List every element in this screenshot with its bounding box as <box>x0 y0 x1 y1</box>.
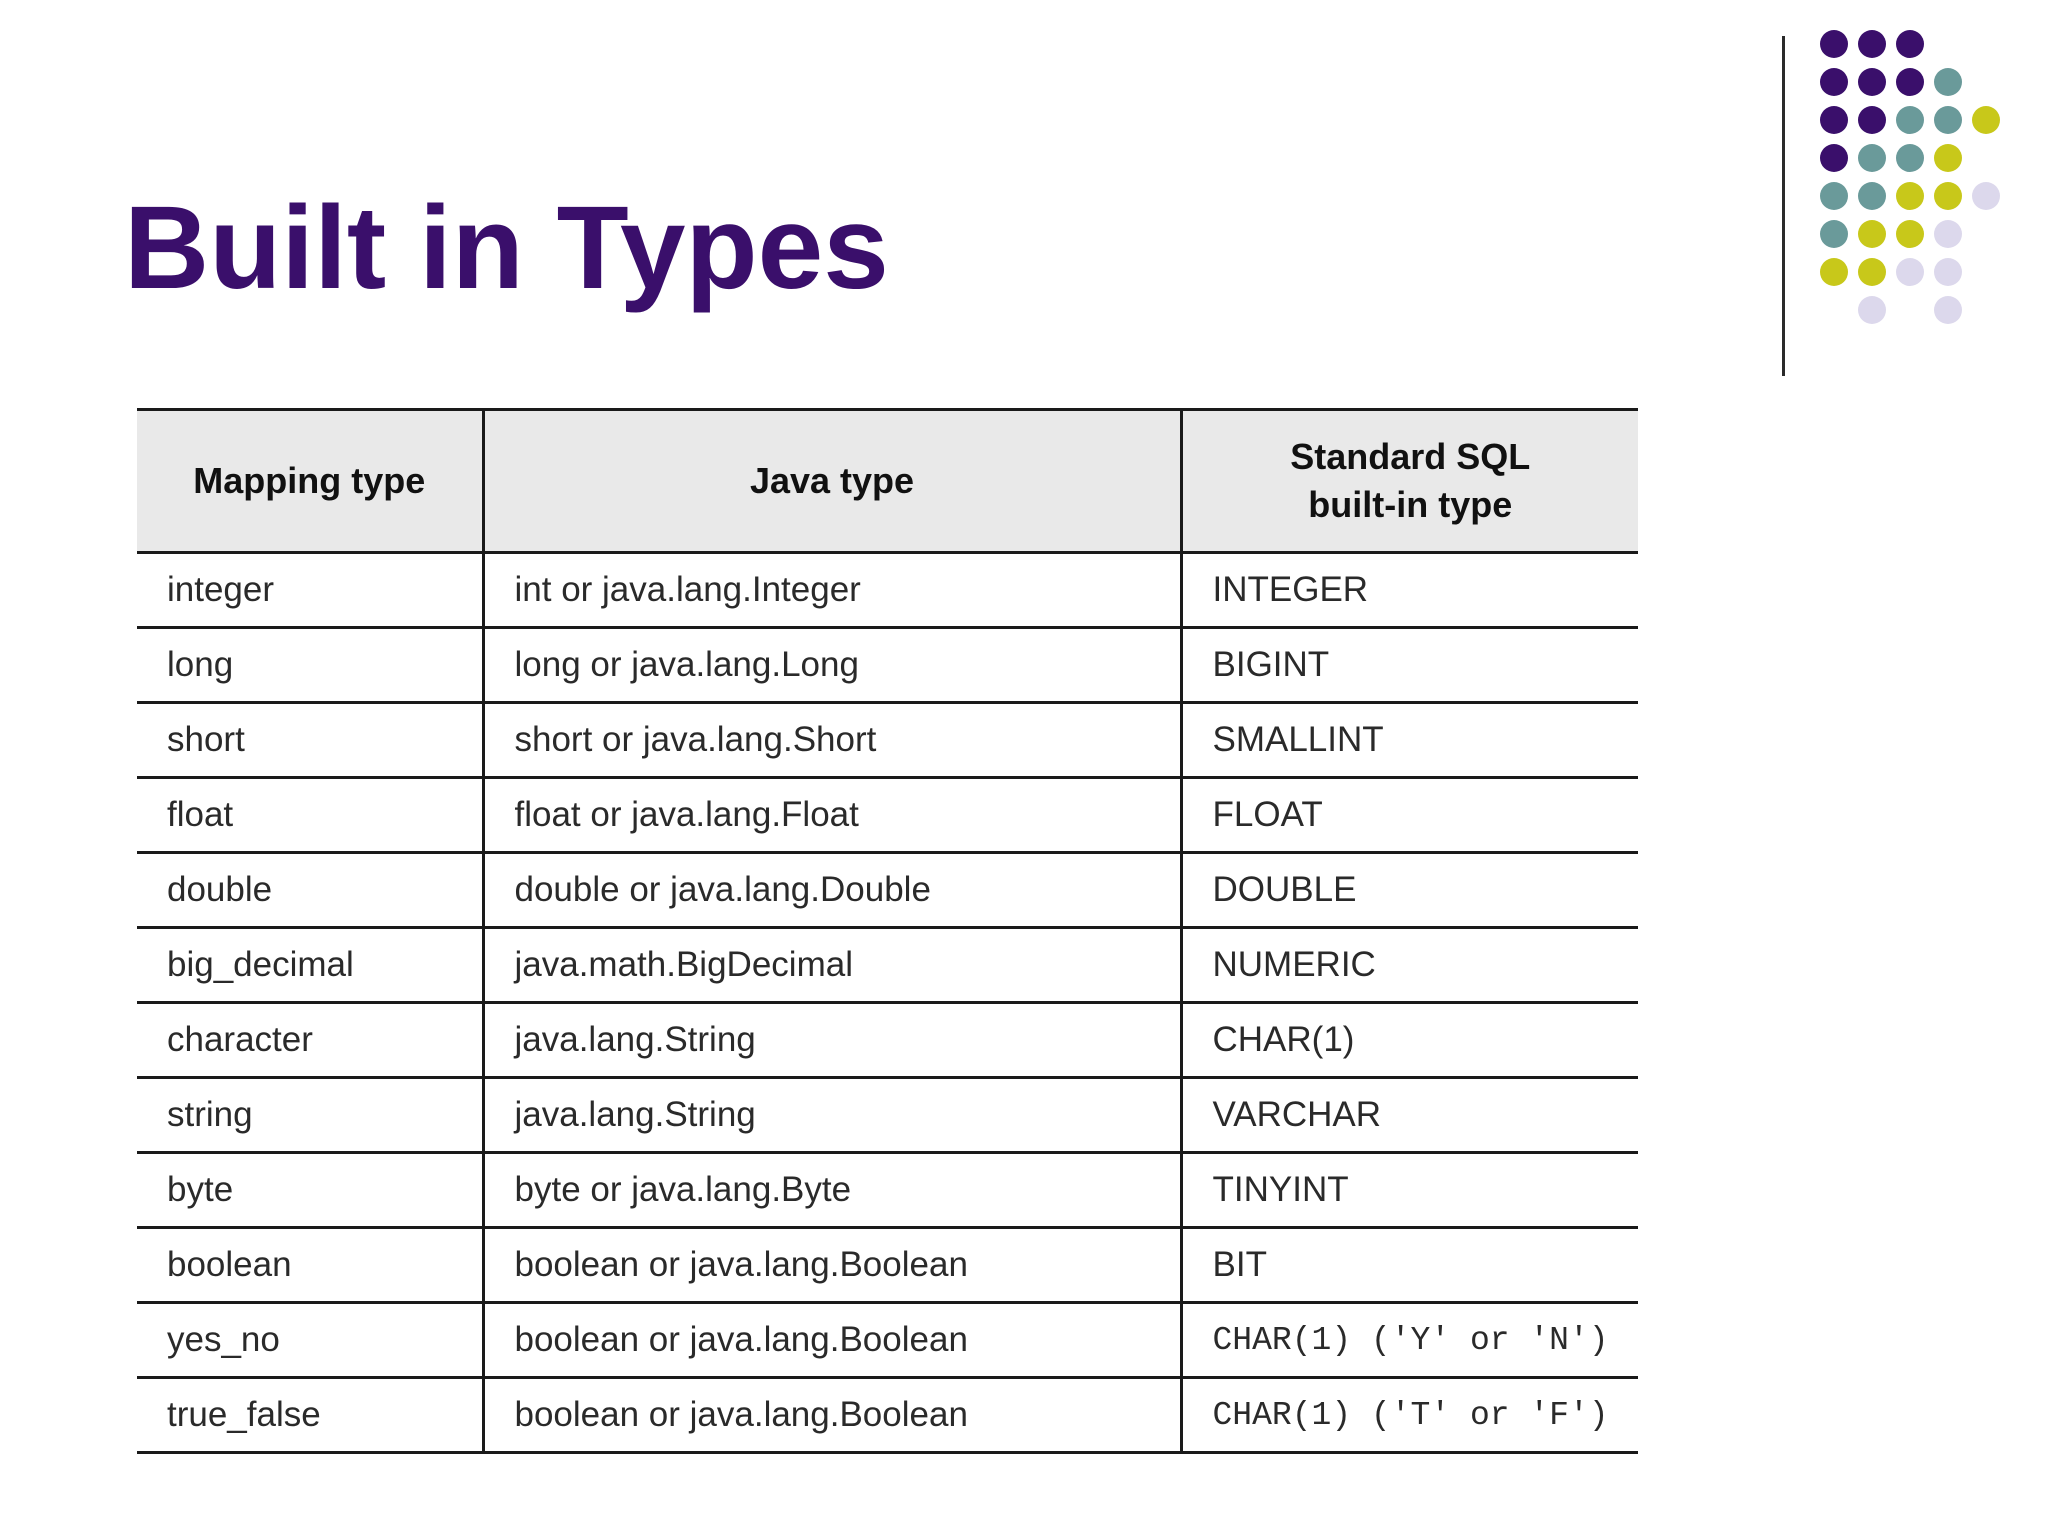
cell-sql-type: NUMERIC <box>1181 928 1638 1003</box>
table-body <box>137 553 1638 1453</box>
table-row <box>137 628 1638 703</box>
decorative-dot <box>1934 258 1962 286</box>
cell-sql-type: DOUBLE <box>1181 853 1638 928</box>
slide-title: Built in Types <box>124 182 889 314</box>
cell-sql-type: SMALLINT <box>1181 703 1638 778</box>
table-row <box>137 553 1638 628</box>
cell-mapping-type: true_false <box>137 1378 483 1453</box>
decorative-dot <box>1858 144 1886 172</box>
decorative-dot <box>1820 258 1848 286</box>
cell-sql-type: BIGINT <box>1181 628 1638 703</box>
cell-sql-type: TINYINT <box>1181 1153 1638 1228</box>
decorative-dot <box>1934 220 1962 248</box>
decorative-dot <box>1934 144 1962 172</box>
decorative-dot <box>1896 258 1924 286</box>
cell-mapping-type: boolean <box>137 1228 483 1303</box>
title-divider-line <box>1782 36 1785 376</box>
decorative-dot <box>1858 182 1886 210</box>
cell-java-type: java.lang.String <box>483 1078 1181 1153</box>
decorative-dot <box>1858 258 1886 286</box>
decorative-dot-grid <box>1820 30 2048 340</box>
table-row <box>137 1303 1638 1378</box>
decorative-dot <box>1934 296 1962 324</box>
cell-sql-type: CHAR(1) ('Y' or 'N') <box>1181 1303 1638 1378</box>
cell-sql-type: CHAR(1) <box>1181 1003 1638 1078</box>
decorative-dot <box>1858 68 1886 96</box>
cell-mapping-type: yes_no <box>137 1303 483 1378</box>
cell-mapping-type: character <box>137 1003 483 1078</box>
table-row <box>137 703 1638 778</box>
cell-mapping-type: string <box>137 1078 483 1153</box>
cell-java-type: java.math.BigDecimal <box>483 928 1181 1003</box>
table-row <box>137 1378 1638 1453</box>
decorative-dot <box>1820 106 1848 134</box>
cell-java-type: short or java.lang.Short <box>483 703 1181 778</box>
decorative-dot <box>1896 144 1924 172</box>
cell-java-type: boolean or java.lang.Boolean <box>483 1378 1181 1453</box>
cell-sql-type: INTEGER <box>1181 553 1638 628</box>
cell-sql-type: FLOAT <box>1181 778 1638 853</box>
table-row <box>137 1078 1638 1153</box>
cell-mapping-type: double <box>137 853 483 928</box>
cell-sql-type: VARCHAR <box>1181 1078 1638 1153</box>
cell-java-type: long or java.lang.Long <box>483 628 1181 703</box>
decorative-dot <box>1820 182 1848 210</box>
table-row <box>137 1153 1638 1228</box>
cell-mapping-type: byte <box>137 1153 483 1228</box>
cell-java-type: java.lang.String <box>483 1003 1181 1078</box>
types-table-container <box>137 408 1638 1454</box>
decorative-dot <box>1896 68 1924 96</box>
decorative-dot <box>1934 106 1962 134</box>
decorative-dot <box>1858 220 1886 248</box>
cell-sql-type: CHAR(1) ('T' or 'F') <box>1181 1378 1638 1453</box>
decorative-dot <box>1820 68 1848 96</box>
decorative-dot <box>1934 68 1962 96</box>
table-row <box>137 778 1638 853</box>
cell-mapping-type: integer <box>137 553 483 628</box>
table-row <box>137 928 1638 1003</box>
header-sql-type <box>1181 410 1638 553</box>
cell-java-type: float or java.lang.Float <box>483 778 1181 853</box>
decorative-dot <box>1972 182 2000 210</box>
table-row <box>137 1228 1638 1303</box>
cell-java-type: boolean or java.lang.Boolean <box>483 1228 1181 1303</box>
decorative-dot <box>1896 220 1924 248</box>
header-mapping-type: Mapping type <box>137 410 483 553</box>
cell-mapping-type: long <box>137 628 483 703</box>
decorative-dot <box>1858 296 1886 324</box>
header-sql-type-label: Standard SQL built-in type <box>1290 436 1531 525</box>
decorative-dot <box>1820 30 1848 58</box>
cell-mapping-type: float <box>137 778 483 853</box>
cell-java-type: boolean or java.lang.Boolean <box>483 1303 1181 1378</box>
decorative-dot <box>1896 106 1924 134</box>
decorative-dot <box>1934 182 1962 210</box>
cell-sql-type: BIT <box>1181 1228 1638 1303</box>
cell-mapping-type: big_decimal <box>137 928 483 1003</box>
cell-java-type: int or java.lang.Integer <box>483 553 1181 628</box>
decorative-dot <box>1896 182 1924 210</box>
decorative-dot <box>1858 30 1886 58</box>
types-table <box>137 408 1638 1454</box>
decorative-dot <box>1820 144 1848 172</box>
decorative-dot <box>1820 220 1848 248</box>
decorative-dot <box>1858 106 1886 134</box>
table-header-row <box>137 410 1638 553</box>
cell-java-type: double or java.lang.Double <box>483 853 1181 928</box>
decorative-dot <box>1896 30 1924 58</box>
table-row <box>137 853 1638 928</box>
table-row <box>137 1003 1638 1078</box>
cell-java-type: byte or java.lang.Byte <box>483 1153 1181 1228</box>
header-java-type: Java type <box>483 410 1181 553</box>
decorative-dot <box>1972 106 2000 134</box>
cell-mapping-type: short <box>137 703 483 778</box>
